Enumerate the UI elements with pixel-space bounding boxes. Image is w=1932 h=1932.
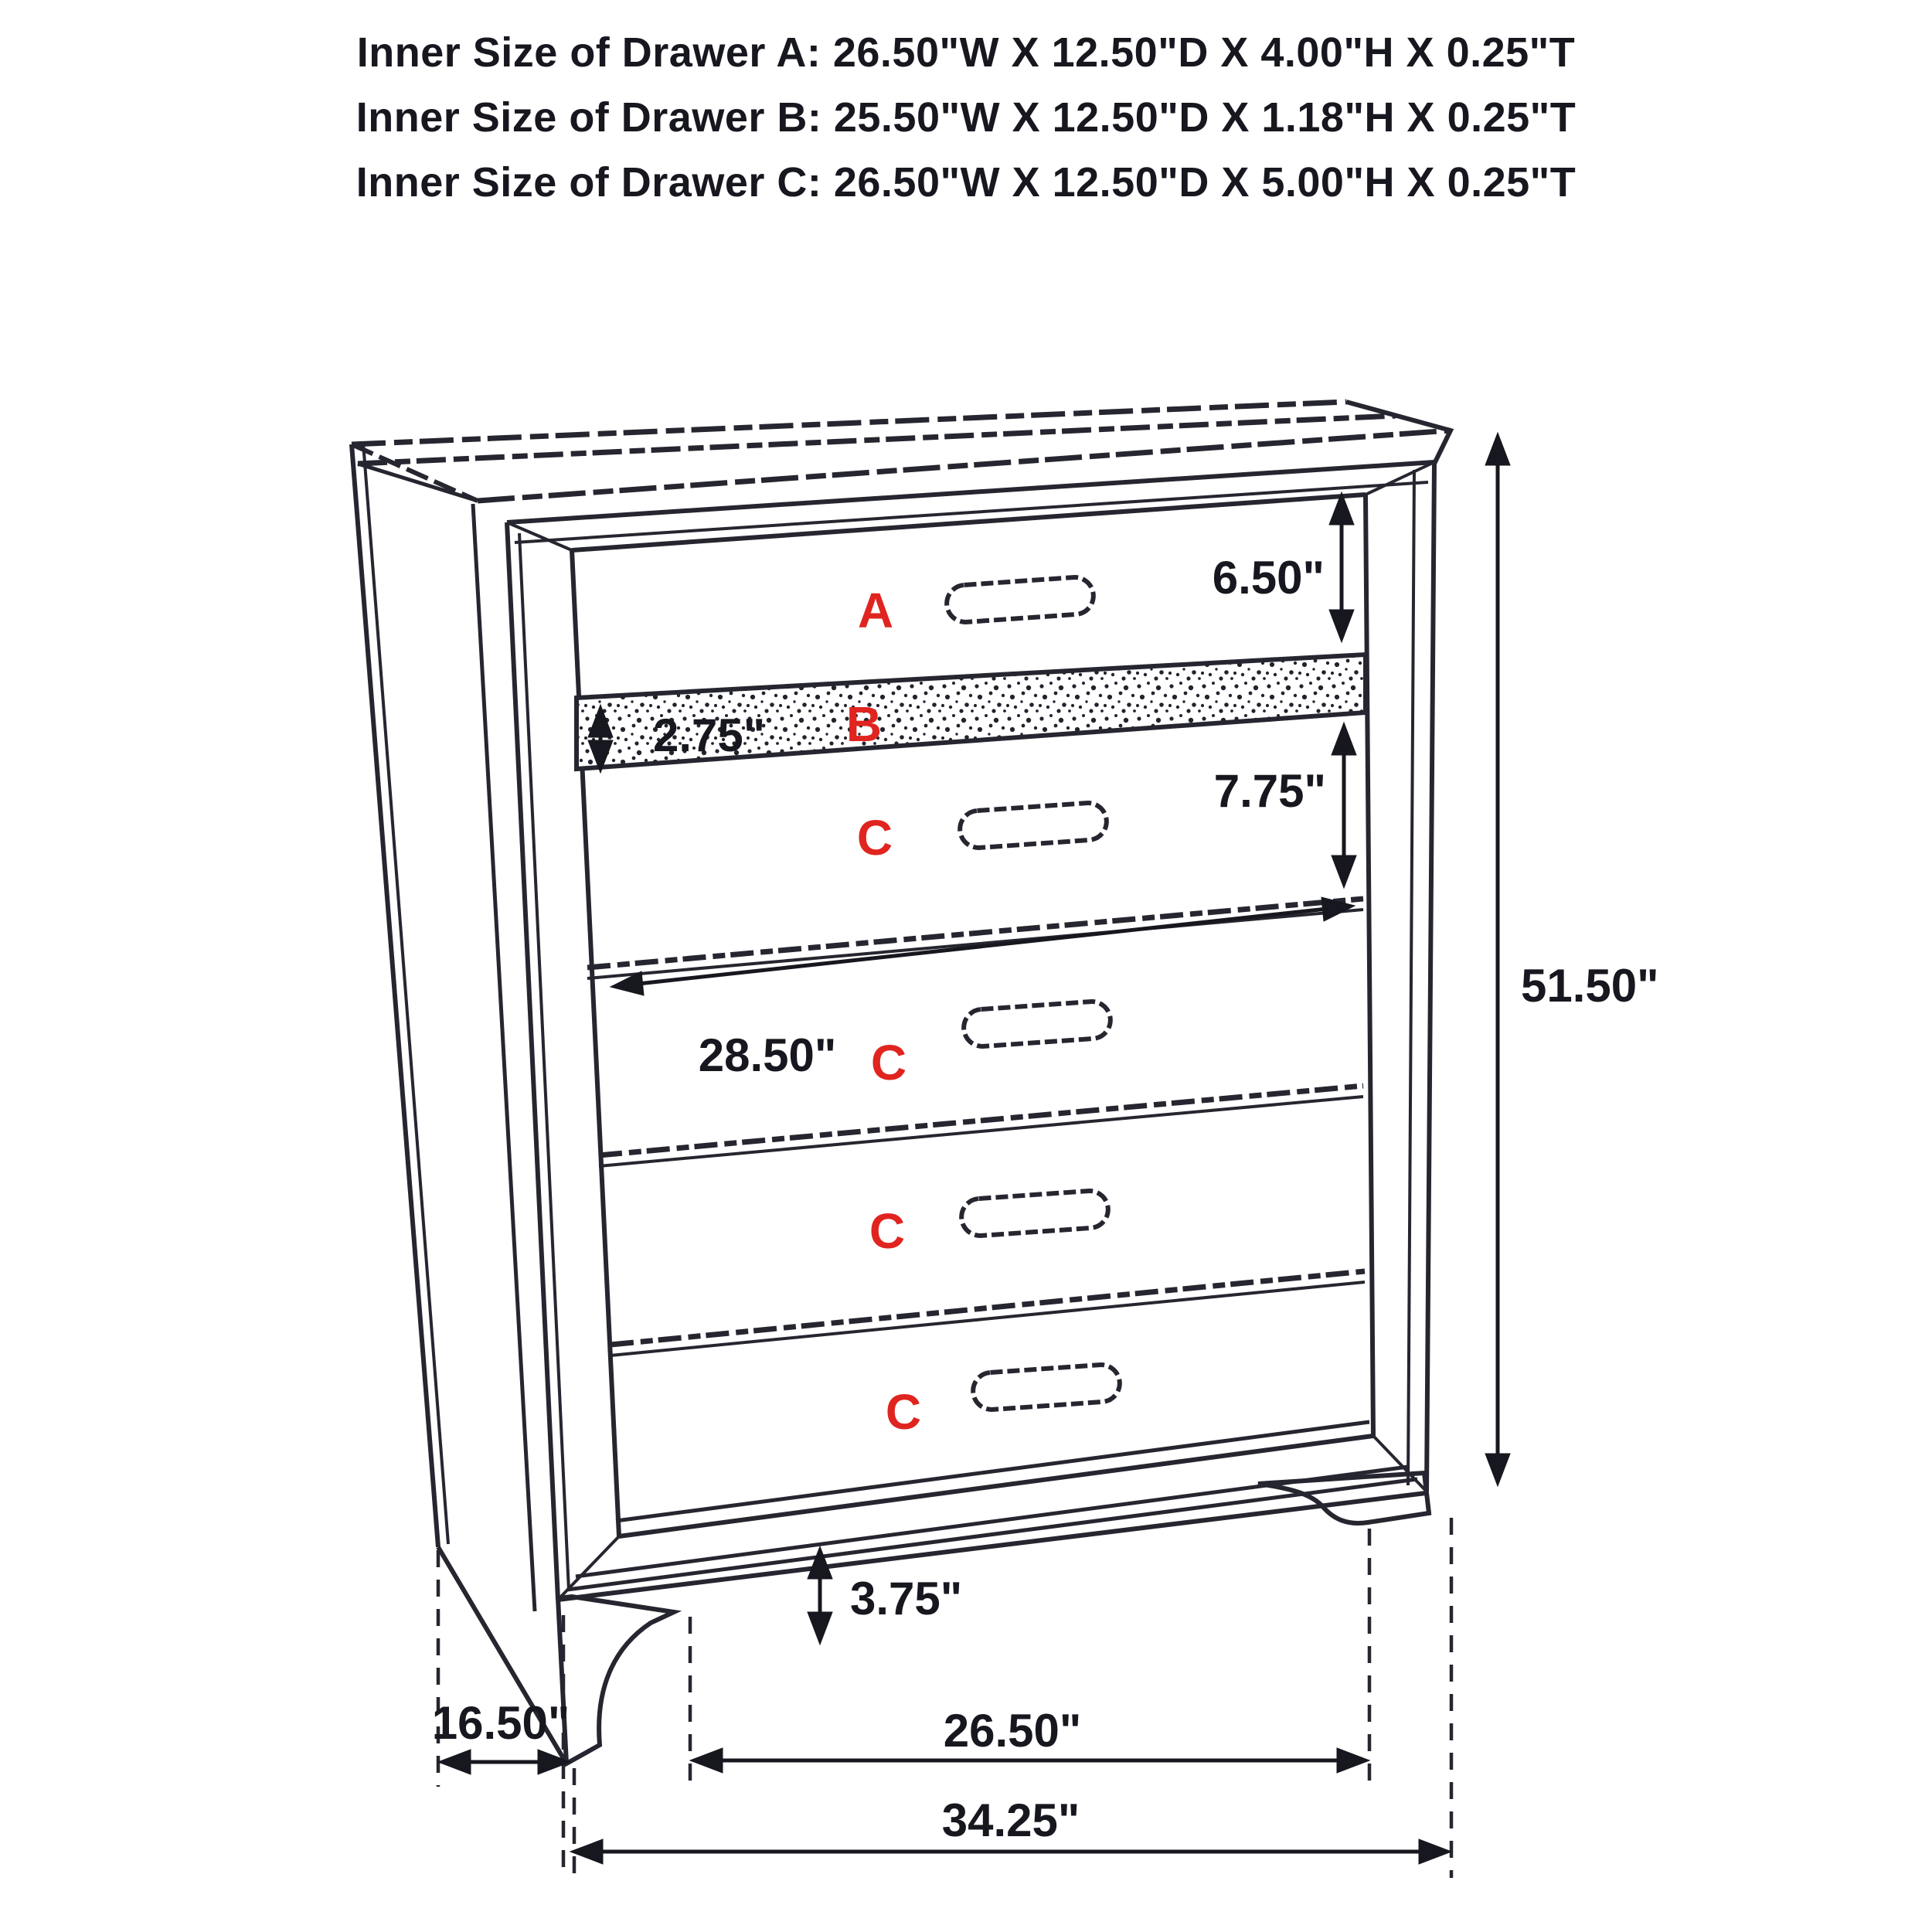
frame-outer-right-double xyxy=(1408,470,1414,1485)
drawer-c2-label: C xyxy=(870,1035,907,1090)
base-molding-line1 xyxy=(576,1467,1408,1577)
arrowhead-right-icon xyxy=(1419,1839,1451,1864)
arrowhead-down-icon xyxy=(1329,610,1354,642)
drawer-b-label: B xyxy=(845,696,883,752)
arrowhead-right-icon xyxy=(1337,1748,1369,1773)
frame-miter-tl xyxy=(507,522,572,550)
frame-outer-right xyxy=(1427,462,1434,1492)
frame-inner-top xyxy=(572,495,1366,550)
dim-label: 16.50" xyxy=(431,1697,570,1749)
dim-label: 28.50" xyxy=(698,1029,837,1081)
cabinet-top xyxy=(352,402,1451,501)
dim-drawer-opening-width xyxy=(690,1705,1369,1773)
drawer-c3-label: C xyxy=(869,1203,906,1259)
arrowhead-up-icon xyxy=(1332,723,1356,755)
rail-c2-c3 xyxy=(599,1086,1363,1155)
dim-label: 34.25" xyxy=(941,1794,1080,1846)
dim-label: 6.50" xyxy=(1212,552,1325,604)
dim-overall-width xyxy=(570,1794,1451,1864)
side-top-edge xyxy=(352,444,478,501)
front-left-foot xyxy=(558,1597,674,1764)
arrowhead-left-icon xyxy=(690,1748,723,1773)
rail-c1-c2 xyxy=(587,899,1363,968)
frame-inner-right xyxy=(1366,495,1373,1436)
dim-drawer-c-height xyxy=(1214,723,1356,888)
dim-label: 26.50" xyxy=(943,1705,1082,1757)
drawer-c3-handle-icon xyxy=(961,1189,1110,1236)
arrowhead-down-icon xyxy=(808,1612,832,1645)
rail-c3-c4 xyxy=(611,1271,1365,1345)
arrowhead-up-icon xyxy=(808,1546,832,1579)
dim-label: 7.75" xyxy=(1213,765,1326,817)
side-back-edge xyxy=(352,444,438,1547)
dim-label: 2.75" xyxy=(653,709,766,761)
base-molding-line2 xyxy=(567,1479,1417,1590)
dim-drawer-a-height xyxy=(1213,492,1354,642)
drawer-c1-label: C xyxy=(856,810,893,866)
frame-outer-left-double xyxy=(519,533,569,1590)
side-back-edge-inner xyxy=(363,443,448,1544)
dim-drawer-front-width xyxy=(611,897,1355,1081)
drawer-c1-handle-icon xyxy=(959,801,1108,849)
drawer-c4-handle-icon xyxy=(972,1363,1121,1410)
dim-label: 51.50" xyxy=(1521,960,1659,1012)
dim-label: 3.75" xyxy=(850,1573,963,1624)
dim-depth xyxy=(432,1697,570,1774)
spec-line-drawer-a: Inner Size of Drawer A: 26.50"W X 12.50"D X 4.00"H X 0.25"T xyxy=(356,29,1576,76)
rail-c4-bottom xyxy=(616,1422,1369,1521)
arrowhead-left-icon xyxy=(438,1750,471,1774)
frame-outer-bottom xyxy=(558,1493,1426,1600)
rail-c2-c3-double xyxy=(599,1097,1363,1166)
spec-line-drawer-c: Inner Size of Drawer C: 26.50"W X 12.50"D X 5.00"H X 0.25"T xyxy=(355,159,1577,206)
spec-line-drawer-b: Inner Size of Drawer B: 25.50"W X 12.50"D X 1.18"H X 0.25"T xyxy=(355,94,1577,141)
arrowhead-down-icon xyxy=(1332,855,1356,888)
rail-c3-c4-double xyxy=(611,1282,1365,1355)
drawer-a-handle-icon xyxy=(946,576,1095,623)
drawer-a-label: A xyxy=(857,583,894,638)
top-left-cap xyxy=(358,464,478,501)
dim-line xyxy=(638,909,1327,984)
drawer-c4-label: C xyxy=(885,1384,922,1440)
rail-c1-c2-double xyxy=(587,910,1363,978)
dim-overall-height xyxy=(1485,433,1659,1486)
arrowhead-up-icon xyxy=(1485,433,1510,465)
arrowhead-down-icon xyxy=(1485,1454,1510,1486)
drawer-c2-handle-icon xyxy=(963,1000,1112,1047)
frame-outer-left xyxy=(507,522,558,1600)
